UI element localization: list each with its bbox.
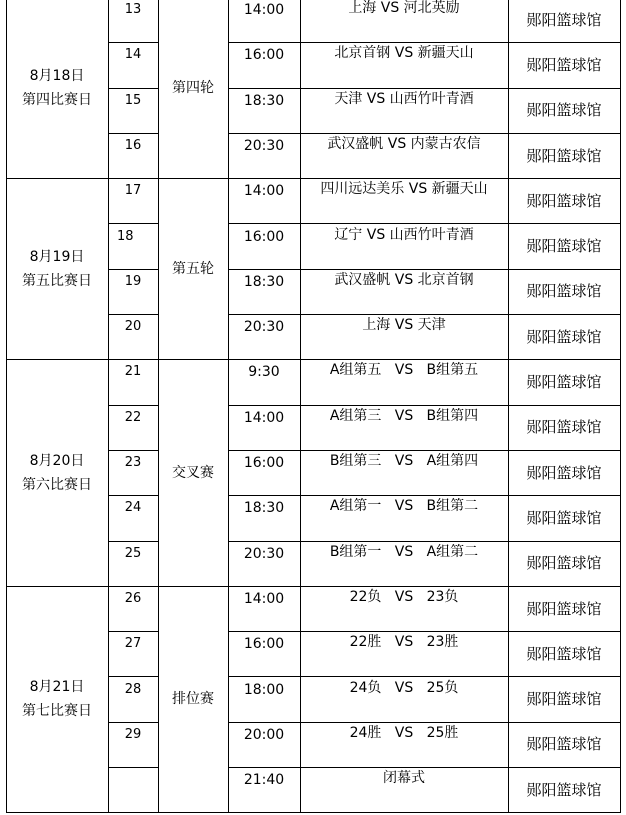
game-number: 19	[108, 269, 159, 315]
match-day-label: 第七比赛日	[22, 703, 92, 720]
game-time: 9:30	[228, 359, 301, 405]
game-time: 18:30	[228, 269, 301, 315]
game-number: 18	[108, 224, 159, 270]
game-matchup: 上海 VS 天津	[300, 314, 509, 360]
game-venue: 郧阳篮球馆	[508, 359, 621, 405]
game-number: 20	[108, 314, 159, 360]
game-number: 26	[108, 586, 159, 632]
game-number: 21	[108, 359, 159, 405]
game-number: 15	[108, 88, 159, 134]
game-venue: 郧阳篮球馆	[508, 722, 621, 768]
game-venue: 郧阳篮球馆	[508, 269, 621, 315]
game-number	[108, 767, 159, 813]
game-matchup: B组第一 VS A组第二	[300, 541, 509, 587]
game-matchup: 22负 VS 23负	[300, 586, 509, 632]
match-day-cell	[6, 359, 109, 587]
game-number: 29	[108, 722, 159, 768]
game-number: 28	[108, 677, 159, 723]
match-date: 8月20日	[29, 452, 85, 469]
game-venue: 郧阳篮球馆	[508, 631, 621, 677]
game-number: 27	[108, 631, 159, 677]
game-time: 18:30	[228, 495, 301, 541]
game-number: 14	[108, 42, 159, 88]
game-matchup: 武汉盛帆 VS 内蒙古农信	[300, 133, 509, 179]
game-matchup: 闭幕式	[300, 767, 509, 813]
game-venue: 郧阳篮球馆	[508, 495, 621, 541]
game-time: 20:00	[228, 722, 301, 768]
game-time: 16:00	[228, 224, 301, 270]
game-time: 16:00	[228, 631, 301, 677]
round-cell: 第四轮	[158, 0, 229, 179]
game-time: 14:00	[228, 178, 301, 224]
game-matchup: 24负 VS 25负	[300, 677, 509, 723]
game-venue: 郧阳篮球馆	[508, 178, 621, 224]
match-day-label: 第六比赛日	[22, 476, 92, 493]
match-day-label: 第五比赛日	[22, 272, 92, 289]
game-matchup: 武汉盛帆 VS 北京首钢	[300, 269, 509, 315]
game-venue: 郧阳篮球馆	[508, 450, 621, 496]
round-cell: 交叉赛	[158, 359, 229, 587]
game-matchup: 上海 VS 河北英励	[300, 0, 509, 43]
match-day-label: 第四比赛日	[22, 91, 92, 108]
match-date: 8月21日	[29, 679, 85, 696]
game-venue: 郧阳篮球馆	[508, 405, 621, 451]
game-number: 16	[108, 133, 159, 179]
game-matchup: 四川远达美乐 VS 新疆天山	[300, 178, 509, 224]
game-venue: 郧阳篮球馆	[508, 767, 621, 813]
game-time: 18:00	[228, 677, 301, 723]
game-matchup: A组第五 VS B组第五	[300, 359, 509, 405]
game-time: 20:30	[228, 541, 301, 587]
game-matchup: 北京首钢 VS 新疆天山	[300, 42, 509, 88]
game-time: 16:00	[228, 42, 301, 88]
game-time: 16:00	[228, 450, 301, 496]
game-matchup: A组第一 VS B组第二	[300, 495, 509, 541]
game-venue: 郧阳篮球馆	[508, 541, 621, 587]
game-matchup: A组第三 VS B组第四	[300, 405, 509, 451]
game-number: 22	[108, 405, 159, 451]
match-day-cell	[6, 586, 109, 814]
match-day-cell	[6, 0, 109, 179]
game-venue: 郧阳篮球馆	[508, 677, 621, 723]
game-matchup: 24胜 VS 25胜	[300, 722, 509, 768]
round-cell: 第五轮	[158, 178, 229, 360]
game-time: 14:00	[228, 0, 301, 43]
game-time: 20:30	[228, 133, 301, 179]
game-venue: 郧阳篮球馆	[508, 586, 621, 632]
game-number: 17	[108, 178, 159, 224]
round-cell: 排位赛	[158, 586, 229, 814]
game-matchup: 22胜 VS 23胜	[300, 631, 509, 677]
game-time: 14:00	[228, 586, 301, 632]
game-venue: 郧阳篮球馆	[508, 224, 621, 270]
table-left-border	[6, 0, 7, 813]
game-number: 25	[108, 541, 159, 587]
match-date: 8月19日	[29, 248, 85, 265]
game-time: 21:40	[228, 767, 301, 813]
game-time: 20:30	[228, 314, 301, 360]
game-number: 24	[108, 495, 159, 541]
game-time: 18:30	[228, 88, 301, 134]
match-date: 8月18日	[29, 67, 85, 84]
game-matchup: 天津 VS 山西竹叶青酒	[300, 88, 509, 134]
game-number: 23	[108, 450, 159, 496]
game-venue: 郧阳篮球馆	[508, 314, 621, 360]
match-day-cell	[6, 178, 109, 360]
game-venue: 郧阳篮球馆	[508, 42, 621, 88]
game-matchup: B组第三 VS A组第四	[300, 450, 509, 496]
game-time: 14:00	[228, 405, 301, 451]
game-matchup: 辽宁 VS 山西竹叶青酒	[300, 224, 509, 270]
game-venue: 郧阳篮球馆	[508, 133, 621, 179]
game-number: 13	[108, 0, 159, 43]
game-venue: 郧阳篮球馆	[508, 88, 621, 134]
game-venue: 郧阳篮球馆	[508, 0, 621, 43]
